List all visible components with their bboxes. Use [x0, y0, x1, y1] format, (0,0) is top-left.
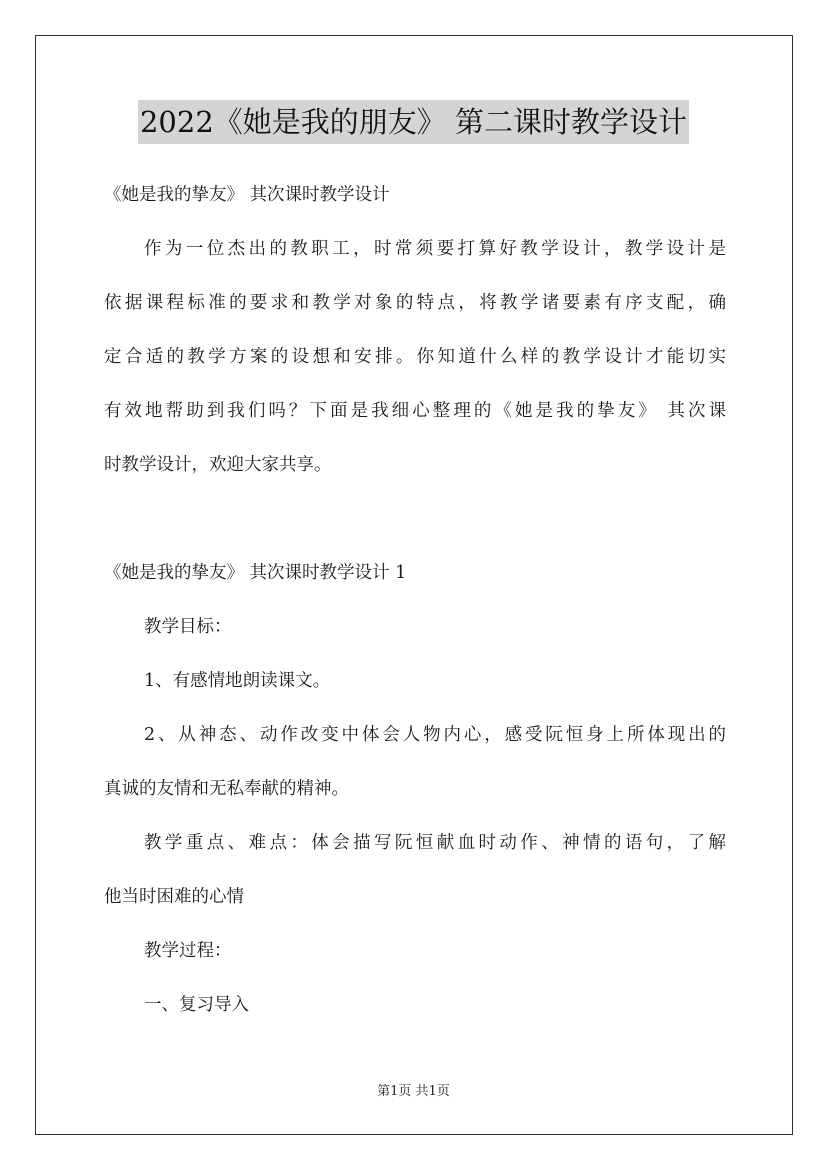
subtitle-line: 《她是我的挚友》 其次课时教学设计: [104, 185, 390, 205]
list-item-continuation: 真诚的友情和无私奉献的精神。: [104, 779, 349, 799]
paragraph-line: 时教学设计，欢迎大家共享。: [104, 455, 332, 475]
paragraph-line: 教学重点、难点：体会描写阮恒献血时动作、神情的语句，了解: [144, 833, 726, 853]
list-item: 1、有感情地朗读课文。: [144, 671, 331, 691]
page-footer: 第1页 共1页: [377, 1084, 450, 1099]
paragraph-line: 定合适的教学方案的设想和安排。你知道什么样的教学设计才能切实: [104, 347, 726, 367]
paragraph-line: 作为一位杰出的教职工，时常须要打算好教学设计，教学设计是: [144, 239, 726, 259]
list-item: 一、复习导入: [144, 995, 249, 1015]
paragraph-line: 依据课程标准的要求和教学对象的特点，将教学诸要素有序支配，确: [104, 293, 726, 313]
title-container: [0, 100, 827, 144]
section-label: 教学过程：: [144, 941, 232, 961]
paragraph-line: 有效地帮助到我们吗？下面是我细心整理的《她是我的挚友》 其次课: [104, 401, 726, 421]
paragraph-line: 他当时困难的心情: [104, 887, 244, 907]
section-heading: 《她是我的挚友》 其次课时教学设计 1: [104, 563, 407, 583]
document-title: 2022《她是我的朋友》 第二课时教学设计: [138, 100, 689, 144]
section-label: 教学目标：: [144, 617, 232, 637]
list-item: 2、从神态、动作改变中体会人物内心，感受阮恒身上所体现出的: [144, 725, 726, 745]
